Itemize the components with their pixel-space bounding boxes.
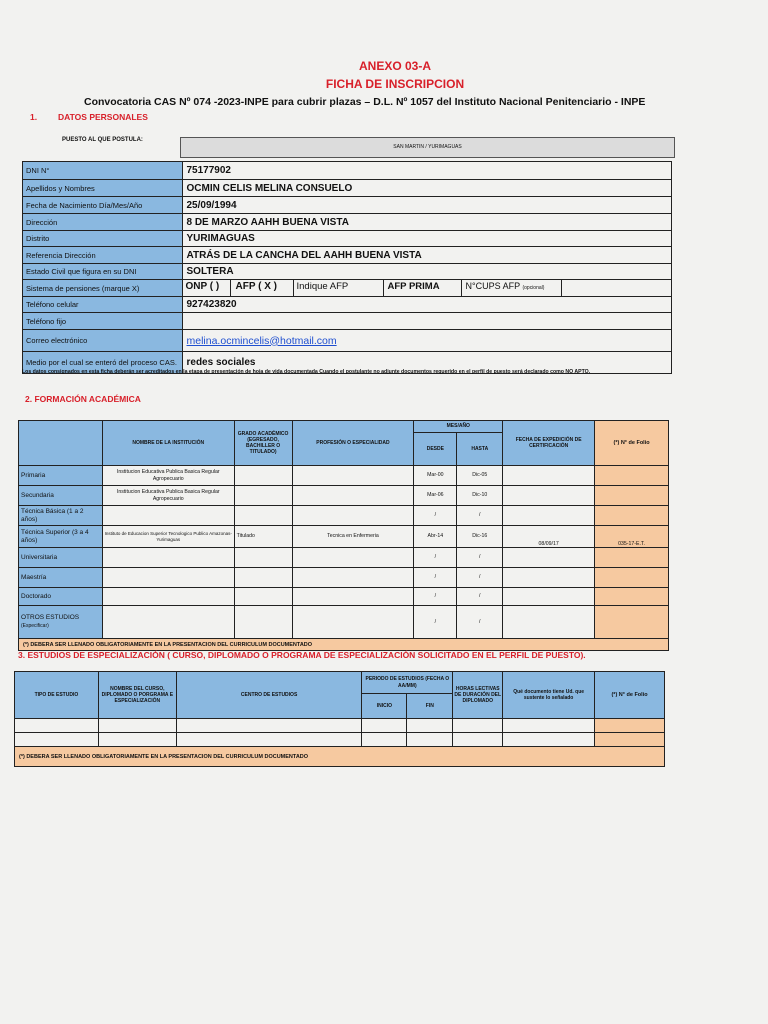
header-mesanio: MES/AÑO [414, 421, 503, 433]
grado-cell [234, 466, 292, 486]
documento-cell [503, 719, 595, 733]
nivel-primaria: Primaria [19, 466, 103, 486]
convocatoria-text: Convocatoria CAS Nº 074 -2023-INPE para cubrir plazas – D.L. Nº 1057 del Instituto Nacional Penitenciario - INPE [84, 96, 646, 108]
afp-name-value: AFP PRIMA [384, 280, 462, 296]
label-apellidos: Apellidos y Nombres [23, 180, 183, 197]
table-row [19, 606, 669, 639]
header-nombre: NOMBRE DEL CURSO, DIPLOMADO O PORGRAMA E ESPECIALIZACIÓN [98, 672, 176, 719]
value-estado-civil: SOLTERA [182, 264, 672, 280]
grado-cell [234, 588, 292, 606]
row-distrito [23, 231, 672, 247]
value-referencia: ATRÁS DE LA CANCHA DEL AAHH BUENA VISTA [182, 247, 672, 264]
grado-cell [234, 548, 292, 568]
institucion-cell [102, 588, 234, 606]
folio-cell [595, 719, 665, 733]
label-referencia: Referencia Dirección [23, 247, 183, 264]
centro-cell [176, 719, 362, 733]
formacion-table [18, 420, 669, 651]
folio-cell: 035-17-E.T. [595, 526, 669, 548]
table-row [15, 719, 665, 733]
onp-option: ONP ( ) [183, 280, 231, 296]
value-fecha-nacimiento: 25/09/1994 [182, 197, 672, 214]
row-apellidos [23, 180, 672, 197]
header-nivel [19, 421, 103, 466]
label-pensiones: Sistema de pensiones (marque X) [23, 280, 183, 297]
nivel-otros-sub: (Especificar) [21, 622, 49, 629]
expedicion-cell [503, 506, 595, 526]
institucion-cell [102, 568, 234, 588]
desde-cell: Mar-00 [414, 466, 457, 486]
folio-cell [595, 506, 669, 526]
grado-cell [234, 568, 292, 588]
row-fecha-nacimiento [23, 197, 672, 214]
row-correo [23, 330, 672, 352]
folio-cell [595, 548, 669, 568]
header-documento: Qué documento tiene Ud. que sustente lo señalado [503, 672, 595, 719]
section-3-footnote: (*) DEBERA SER LLENADO OBLIGATORIAMENTE EN LA PRESENTACION DEL CURRICULUM DOCUMENTADO [15, 747, 665, 767]
grado-cell [234, 606, 292, 639]
profesion-cell [292, 606, 414, 639]
nivel-doctorado: Doctorado [19, 588, 103, 606]
value-medio: redes sociales [182, 352, 672, 374]
cups-label: N°CUPS AFP [465, 281, 520, 291]
header-horas: HORAS LECTIVAS DE DURACIÓN DEL DIPLOMADO [453, 672, 503, 719]
row-estado-civil [23, 264, 672, 280]
value-direccion: 8 DE MARZO AAHH BUENA VISTA [182, 214, 672, 231]
desde-cell: / [414, 568, 457, 588]
documento-cell [503, 733, 595, 747]
especializacion-footnote-row [15, 747, 665, 767]
profesion-cell: Tecnica en Enfermeria [292, 526, 414, 548]
afp-option: AFP ( X ) [231, 280, 294, 296]
section-1-note: Los datos consignados en esta ficha deberán ser acreditados en la etapa de presentación de hoja de vida documentada Cuando el postulante no adjunte documentos requerido en el perfil de puesto será declarado como NO APTO. [22, 369, 591, 375]
value-celular: 927423820 [182, 297, 672, 313]
profesion-cell [292, 568, 414, 588]
value-distrito: YURIMAGUAS [182, 231, 672, 247]
institucion-cell [102, 606, 234, 639]
table-row [19, 588, 669, 606]
row-celular [23, 297, 672, 313]
horas-cell [453, 719, 503, 733]
expedicion-cell: 08/09/17 [503, 526, 595, 548]
section-1-number: 1. [30, 112, 38, 122]
grado-cell: Titulado [234, 526, 292, 548]
label-fecha-nacimiento: Fecha de Nacimiento Día/Mes/Año [23, 197, 183, 214]
header-inicio: INICIO [362, 694, 407, 719]
row-referencia [23, 247, 672, 264]
table-row [19, 548, 669, 568]
profesion-cell [292, 466, 414, 486]
fin-cell [407, 733, 453, 747]
nivel-tecnica-superior: Técnica Superior (3 a 4 años) [19, 526, 103, 548]
nivel-otros-label: OTROS ESTUDIOS [21, 614, 80, 622]
label-distrito: Distrito [23, 231, 183, 247]
institucion-cell: Institucion Educativa Publica Basica Regular Agropecuario [102, 486, 234, 506]
expedicion-cell [503, 568, 595, 588]
label-fijo: Teléfono fijo [23, 313, 183, 330]
tipo-cell [15, 733, 99, 747]
value-pensiones [182, 280, 672, 297]
expedicion-cell [503, 548, 595, 568]
institucion-cell [102, 506, 234, 526]
header-periodo: PERIODO DE ESTUDIOS (FECHA O AA/MM) [362, 672, 453, 694]
profesion-cell [292, 486, 414, 506]
hasta-cell: / [457, 588, 503, 606]
hasta-cell: Dic-10 [457, 486, 503, 506]
table-row [15, 733, 665, 747]
table-row [19, 568, 669, 588]
header-desde: DESDE [414, 433, 457, 466]
hasta-cell: / [457, 568, 503, 588]
section-2-heading: 2. FORMACIÓN ACADÉMICA [25, 394, 141, 404]
folio-cell [595, 486, 669, 506]
header-fin: FIN [407, 694, 453, 719]
puesto-value: SAN MARTIN / YURIMAGUAS [180, 137, 675, 158]
table-row [19, 466, 669, 486]
ficha-title: FICHA DE INSCRIPCION [325, 77, 465, 91]
header-grado: GRADO ACADÉMICO (EGRESADO, BACHILLER O TITULADO) [234, 421, 292, 466]
inicio-cell [362, 719, 407, 733]
row-pensiones [23, 280, 672, 297]
desde-cell: Mar-06 [414, 486, 457, 506]
label-celular: Teléfono celular [23, 297, 183, 313]
indique-afp-label: Indique AFP [294, 280, 384, 296]
grado-cell [234, 506, 292, 526]
folio-cell [595, 606, 669, 639]
desde-cell: / [414, 506, 457, 526]
hasta-cell: / [457, 506, 503, 526]
profesion-cell [292, 506, 414, 526]
header-institucion: NOMBRE DE LA INSTITUCIÓN [102, 421, 234, 466]
header-folio: (*) N° de Folio [595, 672, 665, 719]
expedicion-cell [503, 588, 595, 606]
nombre-cell [98, 733, 176, 747]
nombre-cell [98, 719, 176, 733]
folio-cell [595, 466, 669, 486]
puesto-label: PUESTO AL QUE POSTULA: [62, 137, 143, 143]
label-estado-civil: Estado Civil que figura en su DNI [23, 264, 183, 280]
header-profesion: PROFESIÓN O ESPECIALIDAD [292, 421, 414, 466]
header-folio: (*) N° de Folio [595, 421, 669, 466]
fin-cell [407, 719, 453, 733]
label-direccion: Dirección [23, 214, 183, 231]
table-row [19, 506, 669, 526]
nivel-otros [19, 606, 103, 639]
label-medio: Medio por el cual se enteró del proceso CAS. [23, 352, 183, 374]
cups-value [562, 280, 672, 296]
nivel-tecnica-basica: Técnica Básica (1 a 2 años) [19, 506, 103, 526]
row-fijo [23, 313, 672, 330]
profesion-cell [292, 548, 414, 568]
value-dni: 75177902 [182, 162, 672, 180]
section-1-heading [30, 112, 148, 122]
nivel-maestria: Maestría [19, 568, 103, 588]
section-2-footnote: (*) DEBERA SER LLENADO OBLIGATORIAMENTE EN LA PRESENTACION DEL CURRICULUM DOCUMENTADO [19, 639, 669, 651]
header-expedicion: FECHA DE EXPEDICIÓN DE CERTIFICACIÓN [503, 421, 595, 466]
institucion-cell: Instituto de Educacion Superior Tecnologico Publico Amazonas-Yurimaguas [102, 526, 234, 548]
header-centro: CENTRO DE ESTUDIOS [176, 672, 362, 719]
nivel-universitaria: Universitaria [19, 548, 103, 568]
section-3-heading: 3. ESTUDIOS DE ESPECIALIZACIÓN ( CURSO, DIPLOMADO O PROGRAMA DE ESPECIALIZACIÓN SOLICITADO EN EL PERFIL DE PUESTO). [18, 650, 586, 660]
desde-cell: / [414, 588, 457, 606]
especializacion-header-row-1 [15, 672, 665, 694]
hasta-cell: Dic-16 [457, 526, 503, 548]
centro-cell [176, 733, 362, 747]
table-row [19, 526, 669, 548]
formacion-footnote-row [19, 639, 669, 651]
table-row [19, 486, 669, 506]
value-correo[interactable]: melina.ocmincelis@hotmail.com [182, 330, 672, 352]
folio-cell [595, 733, 665, 747]
nivel-secundaria: Secundaria [19, 486, 103, 506]
folio-cell [595, 568, 669, 588]
expedicion-cell [503, 606, 595, 639]
cups-field [462, 280, 562, 296]
row-dni [23, 162, 672, 180]
cups-opcional: (opcional) [522, 285, 545, 291]
desde-cell: Abr-14 [414, 526, 457, 548]
desde-cell: / [414, 548, 457, 568]
value-fijo [182, 313, 672, 330]
horas-cell [453, 733, 503, 747]
label-dni: DNI N° [23, 162, 183, 180]
label-correo: Correo electrónico [23, 330, 183, 352]
value-apellidos: OCMIN CELIS MELINA CONSUELO [182, 180, 672, 197]
section-1-title: DATOS PERSONALES [58, 112, 148, 122]
grado-cell [234, 486, 292, 506]
folio-cell [595, 588, 669, 606]
header-hasta: HASTA [457, 433, 503, 466]
desde-cell: / [414, 606, 457, 639]
row-direccion [23, 214, 672, 231]
expedicion-cell [503, 466, 595, 486]
inicio-cell [362, 733, 407, 747]
anexo-title: ANEXO 03-A [358, 59, 432, 73]
institucion-cell: Institucion Educativa Publica Basica Regular Agropecuario [102, 466, 234, 486]
hasta-cell: Dic-05 [457, 466, 503, 486]
institucion-cell [102, 548, 234, 568]
tipo-cell [15, 719, 99, 733]
hasta-cell: / [457, 548, 503, 568]
formacion-header-row-1 [19, 421, 669, 433]
expedicion-cell [503, 486, 595, 506]
especializacion-table [14, 671, 665, 767]
header-tipo: TIPO DE ESTUDIO [15, 672, 99, 719]
hasta-cell: / [457, 606, 503, 639]
personal-data-table [22, 161, 672, 374]
profesion-cell [292, 588, 414, 606]
